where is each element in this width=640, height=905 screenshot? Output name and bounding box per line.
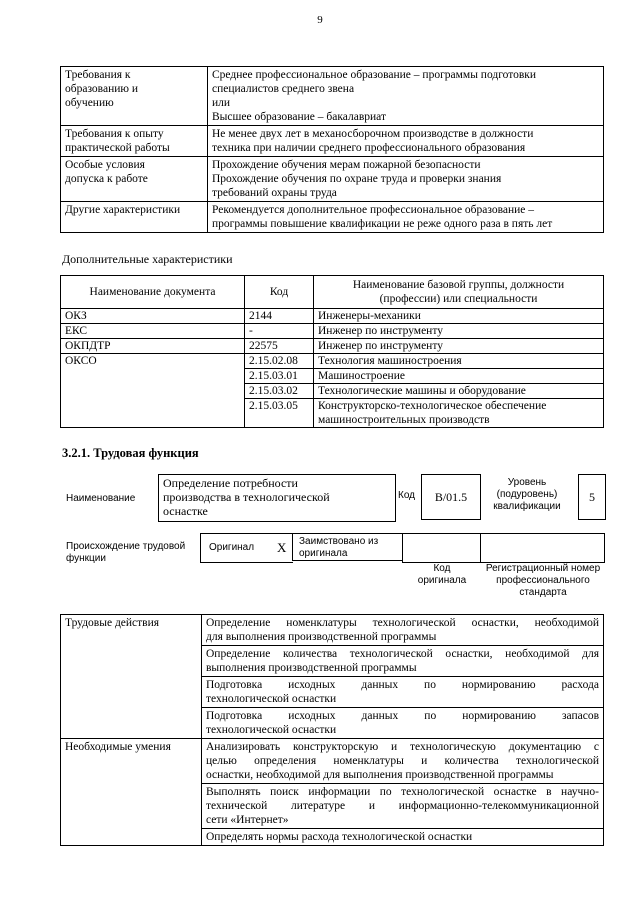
text-line: (профессии) или специальности — [379, 293, 538, 305]
text-line: специалистов среднего звена — [212, 83, 355, 95]
text-line: Определение потребности — [163, 476, 298, 490]
level-label — [484, 477, 570, 513]
text-line: квалификации — [493, 501, 561, 512]
text-line: Анализировать конструкторскую и технологическую документацию с — [206, 741, 599, 753]
name-cell: Инженер по инструменту — [314, 324, 604, 339]
code-cell: - — [245, 324, 314, 339]
code-original-caption — [402, 563, 482, 587]
text-line: Конструкторско-технологическое обеспечение — [318, 400, 547, 412]
name-cell: Машиностроение — [314, 369, 604, 384]
labor-item — [202, 646, 604, 677]
doc-cell: ОКЗ — [61, 309, 245, 324]
text-line: Другие характеристики — [65, 204, 181, 216]
name-cell: Технологические машины и оборудование — [314, 384, 604, 399]
text-line: практической работы — [65, 142, 170, 154]
borrowed-cell — [292, 533, 402, 561]
name-cell: Инженеры-механики — [314, 309, 604, 324]
code-original-cell — [402, 533, 481, 563]
text-line: Код — [433, 563, 451, 574]
text-line: (подуровень) — [496, 489, 558, 500]
text-line: Определение количества технологической оснастки, необходимой для — [206, 648, 599, 660]
origin-table — [200, 533, 604, 561]
code-cell: 2.15.03.02 — [245, 384, 314, 399]
text-line: Среднее профессиональное образование – программы подготовки — [212, 69, 537, 81]
code-cell: 2.15.03.05 — [245, 399, 314, 428]
text-line: технологической оснастки — [206, 693, 337, 705]
req-label — [61, 67, 208, 126]
original-mark: X — [277, 540, 287, 555]
text-line: сети «Интернет» — [206, 814, 289, 826]
text-line: Заимствовано из — [299, 536, 379, 547]
name-label: Наименование — [66, 493, 136, 504]
text-line: или — [212, 97, 231, 109]
table-row — [61, 126, 604, 157]
text-line: Уровень — [507, 477, 547, 488]
text-line: Не менее двух лет в механосборочном производстве в должности — [212, 128, 534, 140]
text-line: Регистрационный номер — [485, 563, 601, 574]
labor-function-table — [60, 614, 604, 846]
code-cell: 2.15.03.01 — [245, 369, 314, 384]
text-line: Прохождение обучения мерам пожарной безопасности — [212, 159, 481, 171]
text-line: техника при наличии среднего профессионального образования — [212, 142, 526, 154]
req-value — [208, 157, 604, 202]
doc-cell: ОКСО — [61, 354, 245, 428]
labor-item — [202, 708, 604, 739]
text-line: технологической оснастки — [206, 724, 337, 736]
skill-item — [202, 784, 604, 829]
text-line: Рекомендуется дополнительное профессиональное образование – — [212, 204, 535, 216]
text-line: Происхождение трудовой — [66, 541, 186, 552]
text-line: оснастки, необходимой для выполнения производственной программы — [206, 769, 554, 781]
column-header: Наименование документа — [61, 276, 245, 309]
labor-actions-label: Трудовые действия — [61, 615, 202, 739]
text-line: Наименование базовой группы, должности — [352, 279, 565, 291]
text-line: Выполнять поиск информации по технологической оснастке в научно- — [206, 786, 599, 798]
code-cell: 2144 — [245, 309, 314, 324]
labor-item — [202, 677, 604, 708]
extra-characteristics-table — [60, 275, 604, 428]
text-line: выполнения производственной программы — [206, 662, 417, 674]
text-line: функции — [66, 553, 106, 564]
table-row — [61, 157, 604, 202]
text-line: оригинала — [299, 548, 348, 559]
text-line: Подготовка исходных данных по нормированию запасов — [206, 710, 599, 722]
skill-item — [202, 739, 604, 784]
origin-label — [66, 541, 198, 565]
req-value — [208, 202, 604, 233]
name-cell: Технология машиностроения — [314, 354, 604, 369]
code-cell: 2.15.02.08 — [245, 354, 314, 369]
text-line: Требования к — [65, 69, 131, 81]
req-label — [61, 157, 208, 202]
skills-label: Необходимые умения — [61, 739, 202, 846]
registration-caption — [482, 563, 604, 599]
section-title: 3.2.1. Трудовая функция — [62, 446, 199, 460]
table-row — [61, 615, 604, 646]
text-line: программы повышение квалификации не реже одного раза в пять лет — [212, 218, 553, 230]
function-name-box — [158, 474, 396, 522]
table-row — [61, 309, 604, 324]
original-cell — [200, 533, 293, 563]
registration-cell — [480, 533, 605, 563]
text-line: целью определения номенклатуры и количества технологической — [206, 755, 599, 767]
req-label — [61, 126, 208, 157]
text-line: оригинала — [417, 575, 467, 586]
text-line: Подготовка исходных данных по нормированию расхода — [206, 679, 599, 691]
original-label: Оригинал — [209, 542, 255, 553]
text-line: Определять нормы расхода технологической оснастки — [206, 831, 473, 843]
table-row — [61, 354, 604, 369]
text-line: образованию и — [65, 83, 138, 95]
req-value — [208, 126, 604, 157]
text-line: обучению — [65, 97, 114, 109]
text-line: требований охраны труда — [212, 187, 337, 199]
text-line: допуска к работе — [65, 173, 148, 185]
text-line: оснастке — [163, 504, 208, 518]
table-row — [61, 67, 604, 126]
text-line: Определение номенклатуры технологической оснастки, необходимой — [206, 617, 599, 629]
text-line: Особые условия — [65, 159, 145, 171]
extra-characteristics-title: Дополнительные характеристики — [62, 252, 233, 266]
doc-cell: ЕКС — [61, 324, 245, 339]
req-value — [208, 67, 604, 126]
text-line: Высшее образование – бакалавриат — [212, 111, 386, 123]
text-line: профессионального — [496, 575, 590, 586]
text-line: машиностроительных производств — [318, 414, 490, 426]
doc-cell: ОКПДТР — [61, 339, 245, 354]
skill-item — [202, 829, 604, 846]
table-row — [61, 202, 604, 233]
column-header: Код — [245, 276, 314, 309]
text-line: производства в технологической — [163, 490, 330, 504]
text-line: Прохождение обучения по охране труда и проверки знания — [212, 173, 502, 185]
req-label — [61, 202, 208, 233]
text-line: Требования к опыту — [65, 128, 164, 140]
code-cell: 22575 — [245, 339, 314, 354]
code-label: Код — [398, 490, 416, 501]
text-line: для выполнения производственной программы — [206, 631, 437, 643]
table-row — [61, 324, 604, 339]
table-row — [61, 339, 604, 354]
text-line: технической литературе и информационно-телекоммуникационной — [206, 800, 599, 812]
column-header — [314, 276, 604, 309]
labor-item — [202, 615, 604, 646]
name-cell: Инженер по инструменту — [314, 339, 604, 354]
code-value-box: B/01.5 — [421, 474, 481, 520]
table-row — [61, 739, 604, 784]
text-line: стандарта — [519, 587, 567, 598]
table-header-row — [61, 276, 604, 309]
page-number: 9 — [317, 14, 323, 26]
requirements-table — [60, 66, 604, 233]
name-cell — [314, 399, 604, 428]
level-value-box: 5 — [578, 474, 606, 520]
